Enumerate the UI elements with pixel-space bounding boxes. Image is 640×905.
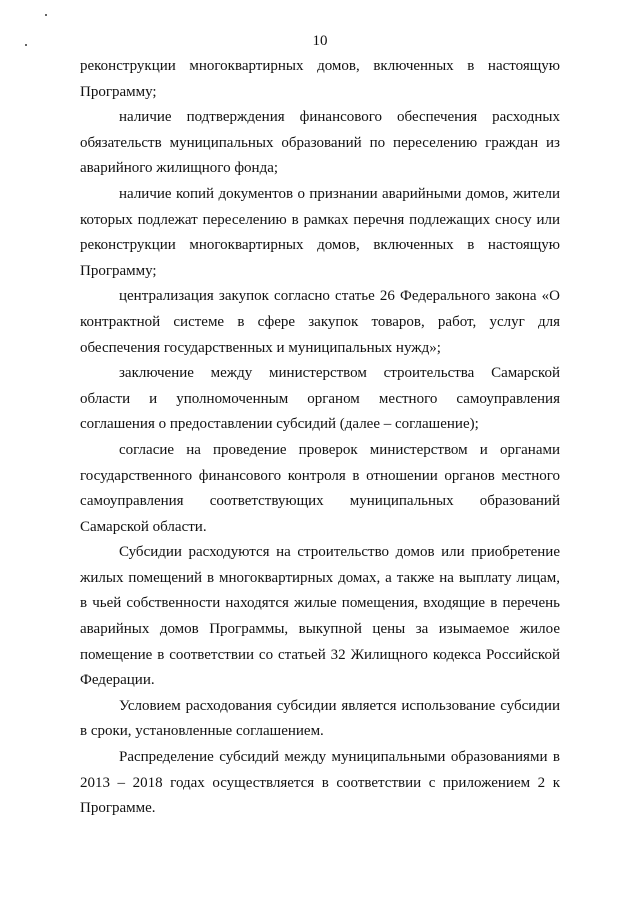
document-body [80, 54, 560, 822]
page-number: 10 [312, 33, 328, 49]
paragraph: наличие копий документов о признании аварийными домов, жители которых подлежат переселению в рамках перечня подлежащих сносу или реконструкции многоквартирных домов, включенных в настоящую Программу; [80, 185, 560, 279]
paragraph: Условием расходования субсидии является использование субсидии в сроки, установленные соглашением. [80, 697, 560, 740]
paragraph: Распределение субсидий между муниципальными образованиями в 2013 – 2018 годах осуществляется в соответствии с приложением 2 к Программе. [80, 749, 560, 817]
paragraph: наличие подтверждения финансового обеспечения расходных обязательств муниципальных образований по переселению граждан из аварийного жилищного фонда; [80, 109, 560, 177]
paragraph: согласие на проведение проверок министерством и органами государственного финансового контроля в отношении органов местного самоуправления соответствующих муниципальных образований Самарской области. [80, 441, 560, 535]
paragraph: централизация закупок согласно статье 26 Федерального закона «О контрактной системе в сфере закупок товаров, работ, услуг для обеспечения государственных и муниципальных нужд»; [80, 288, 560, 356]
scan-speck [45, 14, 47, 16]
paragraph: реконструкции многоквартирных домов, включенных в настоящую Программу; [80, 58, 560, 100]
paragraph: Субсидии расходуются на строительство домов или приобретение жилых помещений в многоквартирных домах, а также на выплату лицам, в чьей собственности находятся жилые помещения, входящие в перечень аварийных домов Программы, выкупной цены за изымаемое жилое помещение в соответствии со статьей 32 Жилищного кодекса Российской Федерации. [80, 544, 560, 689]
paragraph: заключение между министерством строительства Самарской области и уполномоченным органом местного самоуправления соглашения о предоставлении субсидий (далее – соглашение); [80, 365, 560, 433]
